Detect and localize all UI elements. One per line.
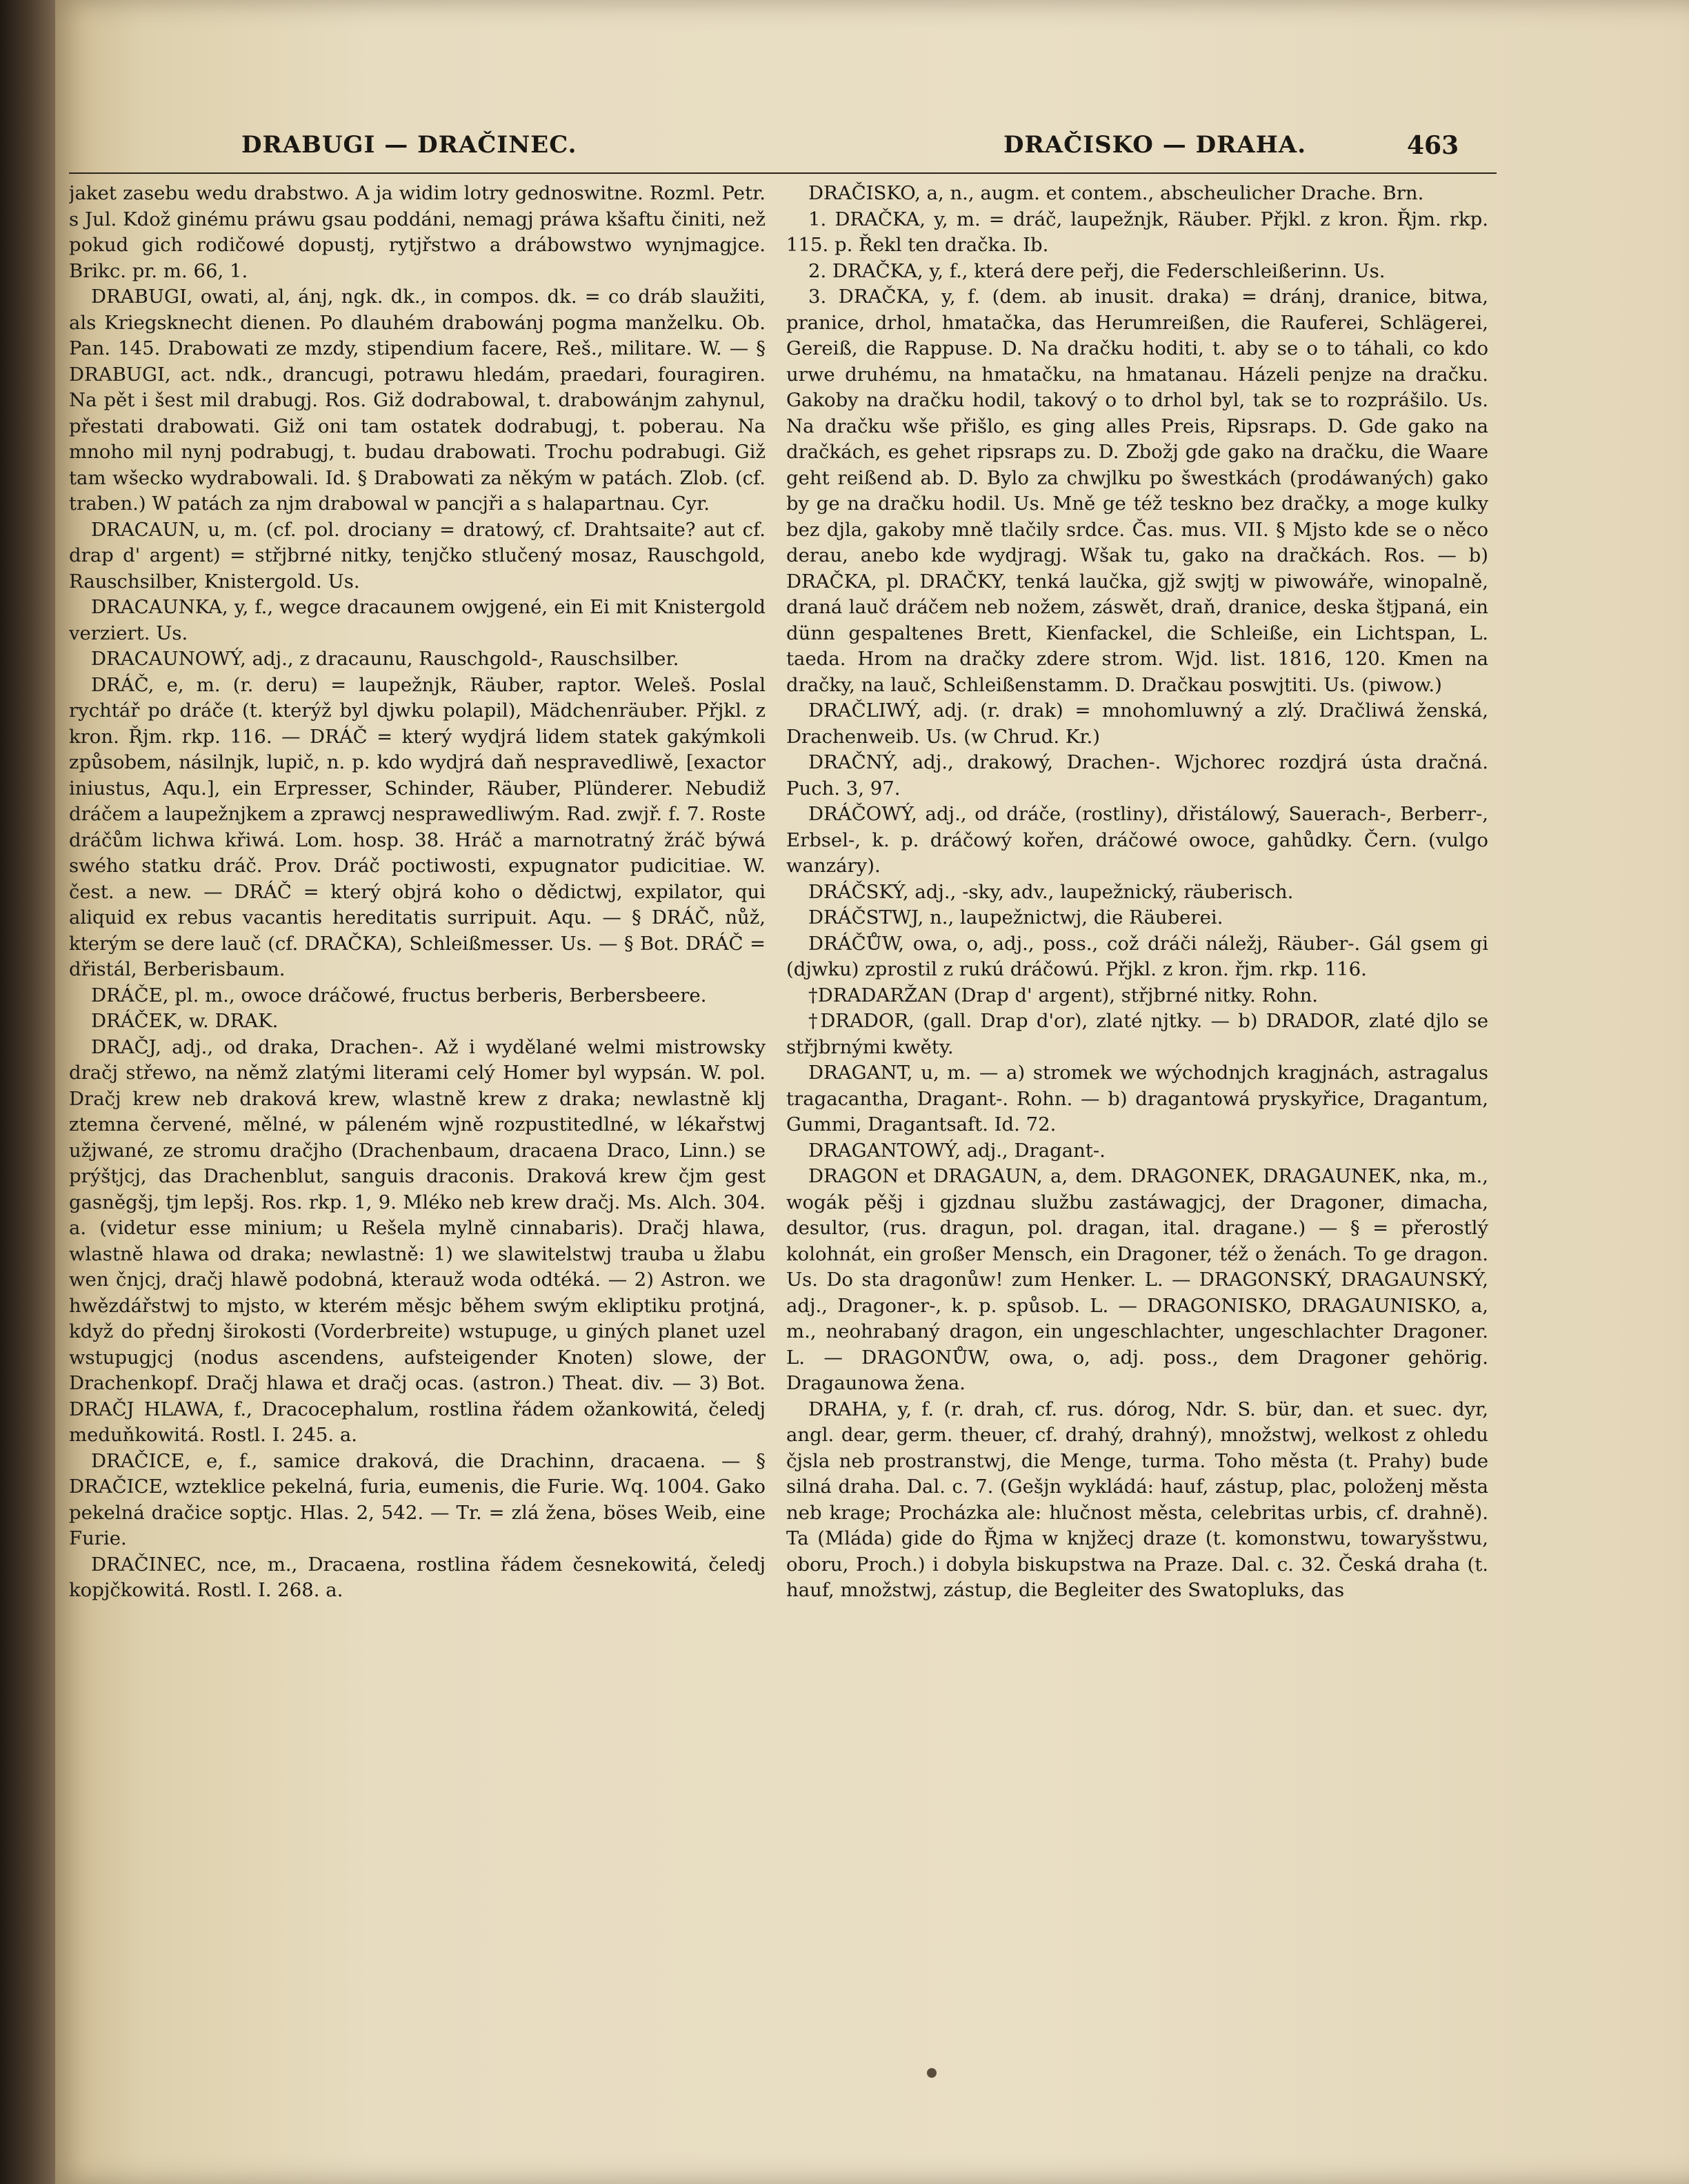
entry-dracka-3: 3. DRAČKA, y, f. (dem. ab inusit. draka) = dránj, dranice, bitwa, pranice, drhol, hmatačka, das Herumreißen, die Rauferei, Schlägerei, Gereiß, die Rappuse. D. Na dračku hoditi, t. aby se o to táhali, co kdo urwe druhému, na hmatačku, na hmatanau. Házeli penjze na dračku. Gakoby na dračku hodil, takový o to drhol byl, tak se to rozprášilo. Us. Na dračku wše přišlo, es ging alles Preis, Ripsraps. D. Gde gako na dračkách, es gehet ripsraps zu. D. Zbožj gde gako na dračku, die Waare geht reißend ab. D. Bylo za chwjlku po šwestkách (prodáwaných) gako by ge na dračku hodil. Us. Mně ge též teskno bez dračky, a moge kulky bez djla, gakoby mně tlačily srdce. Čas. mus. VII. § Mjsto kde se o něco derau, anebo kde wydjragj. Wšak tu, gako na dračkách. Ros. — b) DRAČKA, pl. DRAČKY, tenká laučka, gjž swjtj w piwowáře, winopalně, draná lauč dráčem neb nožem, záswět, draň, dranice, deska štjpaná, ein dünn gespaltenes Brett, Kienfackel, die Schleiße, ein Lichtspan, L. taeda. Hrom na dračky zdere strom. Wjd. list. 1816, 120. Kmen na dračky, na lauč, Schleißenstamm. D. Dračkau poswjtiti. Us. (piwow.) <box>786 286 1488 696</box>
entry-drabugi: DRABUGI, owati, al, ánj, ngk. dk., in compos. dk. = co dráb slaužiti, als Kriegsknecht dienen. Po dlauhém drabowánj pogma manželku. Ob. Pan. 145. Drabowati ze mzdy, stipendium facere, Reš., militare. W. — § DRABUGI, act. ndk., drancugi, potrawu hledám, praedari, fouragiren. Na pět i šest mil drabugj. Ros. Giž dodrabowal, t. drabowánjm zahynul, přestati drabowati. Giž oni tam ostatek dodrabugj, t. poberau. Na mnoho mil nynj podrabugj, t. budau drabowati. Trochu podrabugi. Giž tam wšecko wydrabowali. Id. § Drabowati za někým w patách. Zlob. (cf. traben.) W patách za njm drabowal w pancjři a s halapartnau. Cyr. <box>69 286 766 515</box>
entry-dracowy: DRÁČOWÝ, adj., od dráče, (rostliny), dřistálowý, Sauerach-, Berberr-, Erbsel-, k. p. dráčowý kořen, dráčowé owoce, gahůdky. Čern. (vulgo wanzáry). <box>786 803 1488 877</box>
entry-dracisko: DRAČISKO, a, n., augm. et contem., abscheulicher Drache. Brn. <box>808 182 1424 204</box>
entry-dragantowy: DRAGANTOWÝ, adj., Dragant-. <box>808 1139 1106 1162</box>
page-number: 463 <box>1407 131 1459 160</box>
entry-dracinec: DRAČINEC, nce, m., Dracaena, rostlina řádem česnekowitá, čeledj kopjčkowitá. Rostl. I. 268. a. <box>69 1553 766 1601</box>
entry-dracka-2: 2. DRAČKA, y, f., která dere peřj, die Federschleißerinn. Us. <box>808 259 1386 282</box>
entry-draha: DRAHA, y, f. (r. drah, cf. rus. dórog, Ndr. S. bür, dan. et suec. dyr, angl. dear, germ. theuer, cf. drahý, drahný), množstwj, welkost z ohledu čjsla neb prostranstwj, die Menge, turma. Toho města (t. Prahy) bude silná draha. Dal. c. 7. (Gešjn wykládá: hauf, zástup, plac, položenj města neb krage; Procházka ale: hlučnost města, celebritas urbis, cf. drahně). Ta (Mláda) gide do Řjma w knjžecj draze (t. komonstwu, towaryšstwu, oboru, Proch.) i dobyla biskupstwa na Praze. Dal. c. 32. Česká draha (t. hauf, množstwj, zástup, die Begleiter des Swatopluks, das <box>786 1398 1488 1601</box>
entry-dragon: DRAGON et DRAGAUN, a, dem. DRAGONEK, DRAGAUNEK, nka, m., wogák pěšj i gjzdnau službu zastáwagjcj, der Dragoner, dimacha, desultor, (rus. dragun, pol. dragan, ital. dragane.) — § = přerostlý kolohnát, ein großer Mensch, ein Dragoner, též o ženách. To ge dragon. Us. Do sta dragonůw! zum Henker. L. — DRAGONSKÝ, DRAGAUNSKÝ, adj., Dragoner-, k. p. spůsob. L. — DRAGONISKO, DRAGAUNISKO, a, m., neohrabaný dragon, ein ungeschlachter, ungeschlachter Dragoner. L. — DRAGONŮW, owa, o, adj. poss., dem Dragoner gehörig. Dragaunowa žena. <box>786 1165 1488 1394</box>
entry-dracek: DRÁČEK, w. DRAK. <box>91 1010 279 1032</box>
running-head-left: DRABUGI — DRAČINEC. <box>241 131 577 159</box>
running-head-right: DRAČISKO — DRAHA. <box>1003 131 1307 159</box>
entry-paragraph: jaket zasebu wedu drabstwo. A ja widim lotry gednoswitne. Rozml. Petr. s Jul. Kdož ginému práwu gsau poddáni, nemagj práwa kšaftu činiti, než pokud gich rodičowé dopustj, rytjřstwo a drábowstwo wynjmagjce. Brikc. pr. m. 66, 1. <box>69 182 766 282</box>
entry-drace: DRÁČE, pl. m., owoce dráčowé, fructus berberis, Berbersbeere. <box>91 984 707 1006</box>
entry-dracliwy: DRAČLIWÝ, adj. (r. drak) = mnohomluwný a zlý. Dračliwá ženská, Drachenweib. Us. (w Chrud. Kr.) <box>786 699 1488 748</box>
entry-dracuw: DRÁČŮW, owa, o, adj., poss., což dráči náležj, Räuber-. Gál gsem gi (djwku) zprostil z rukú dráčowú. Přjkl. z kron. řjm. rkp. 116. <box>786 932 1488 980</box>
entry-dracka-1: 1. DRAČKA, y, m. = dráč, laupežnjk, Räuber. Přjkl. z kron. Řjm. rkp. 115. p. Řekl ten dračka. Ib. <box>786 208 1488 256</box>
entry-dracaunka: DRACAUNKA, y, f., wegce dracaunem owjgené, ein Ei mit Knistergold verziert. Us. <box>69 596 766 644</box>
header-rule <box>69 172 1497 174</box>
entry-dradarzan: †DRADARŽAN (Drap d' argent), střjbrné nitky. Rohn. <box>808 984 1319 1006</box>
print-mark <box>927 2068 937 2078</box>
page-header <box>0 131 1689 172</box>
entry-dracny: DRAČNÝ, adj., drakowý, Drachen-. Wjchorec rozdjrá ústa dračná. Puch. 3, 97. <box>786 751 1488 800</box>
entry-dracstwj: DRÁČSTWJ, n., laupežnictwj, die Räuberei. <box>808 906 1223 929</box>
entry-dracj: DRAČJ, adj., od draka, Drachen-. Až i wydělané welmi mistrowsky dračj střewo, na němž zlatými literami celý Homer byl wypsán. W. pol. Dračj krew neb draková krew, wlastně krew z draka; newlastně klj ztemna červené, mělné, w páleném wjně rozpustitedlné, w lékařstwj užjwané, ze stromu dračjho (Drachenbaum, dracaena Draco, Linn.) se prýštjcj, das Drachenblut, sanguis draconis. Draková krew čjm gest gasněgšj, tjm lepšj. Ros. rkp. 1, 9. Mléko neb krew dračj. Ms. Alch. 304. a. (videtur esse minium; u Rešela mylně cinnabaris). Dračj hlawa, wlastně hlawa od draka; newlastně: 1) we slawitelstwj trauba u žlabu wen čnjcj, dračj hlawě podobná, kterauž woda odtéká. — 2) Astron. we hwězdářstwj to mjsto, w kterém měsjc během swým ekliptiku protjná, když do přednj širokosti (Vorderbreite) wstupuge, u giných planet uzel wstupugjcj (nodus ascendens, aufsteigender Knoten) slowe, der Drachenkopf. Dračj hlawa et dračj ocas. (astron.) Theat. div. — 3) Bot. DRAČJ HLAWA, f., Dracocephalum, rostlina řádem ožankowitá, čeledj meduňkowitá. Rostl. I. 245. a. <box>69 1035 766 1446</box>
right-column <box>786 181 1488 2105</box>
entry-dracaunowy: DRACAUNOWÝ, adj., z dracaunu, Rauschgold-, Rauschsilber. <box>91 648 679 670</box>
entry-drac: DRÁČ, e, m. (r. deru) = laupežnjk, Räuber, raptor. Weleš. Poslal rychtář po dráče (t. kterýž byl djwku polapil), Mädchenräuber. Přjkl. z kron. Řjm. rkp. 116. — DRÁČ = který wydjrá lidem statek gakýmkoli způsobem, násilnjk, lupič, n. p. kdo wydjrá daň nespravedliwě, [exactor iniustus, Aqu.], ein Erpresser, Schinder, Räuber, Plünderer. Nebudiž dráčem a laupežnjkem a zprawcj nesprawedliwým. Rad. zwjř. f. 7. Roste dráčům lichwa křiwá. Lom. hosp. 38. Hráč a marnotratný žráč býwá swého statku dráč. Prov. Dráč poctiwosti, expugnator pudicitiae. W. čest. a new. — DRÁČ = který objrá koho o dědictwj, expilator, qui aliquid ex rebus vacantis hereditatis surripuit. Aqu. — § DRÁČ, nůž, kterým se dere lauč (cf. DRAČKA), Schleißmesser. Us. — § Bot. DRÁČ = dřistál, Berberisbaum. <box>69 673 766 980</box>
entry-drador: †DRADOR, (gall. Drap d'or), zlaté njtky. — b) DRADOR, zlaté djlo se střjbrnými kwěty. <box>786 1010 1488 1058</box>
entry-dracice: DRAČICE, e, f., samice draková, die Drachinn, dracaena. — § DRAČICE, wzteklice pekelná, furia, eumenis, die Furie. Wq. 1004. Gako pekelná dračice soptjc. Hlas. 2, 542. — Tr. = zlá žena, böses Weib, eine Furie. <box>69 1449 766 1549</box>
entry-dragant: DRAGANT, u, m. — a) stromek we wýchodnjch kragjnách, astragalus tragacantha, Dragant-. Rohn. — b) dragantowá pryskyřice, Dragantum, Gummi, Dragantsaft. Id. 72. <box>786 1062 1488 1135</box>
left-column <box>69 181 766 2105</box>
entry-dracsky: DRÁČSKÝ, adj., -sky, adv., laupežnický, räuberisch. <box>808 880 1294 903</box>
entry-dracaun: DRACAUN, u, m. (cf. pol. drociany = dratowý, cf. Drahtsaite? aut cf. drap d' argent) = střjbrné nitky, tenjčko stlučený mosaz, Rauschgold, Rauschsilber, Knistergold. Us. <box>69 518 766 593</box>
book-spine <box>0 0 55 2184</box>
